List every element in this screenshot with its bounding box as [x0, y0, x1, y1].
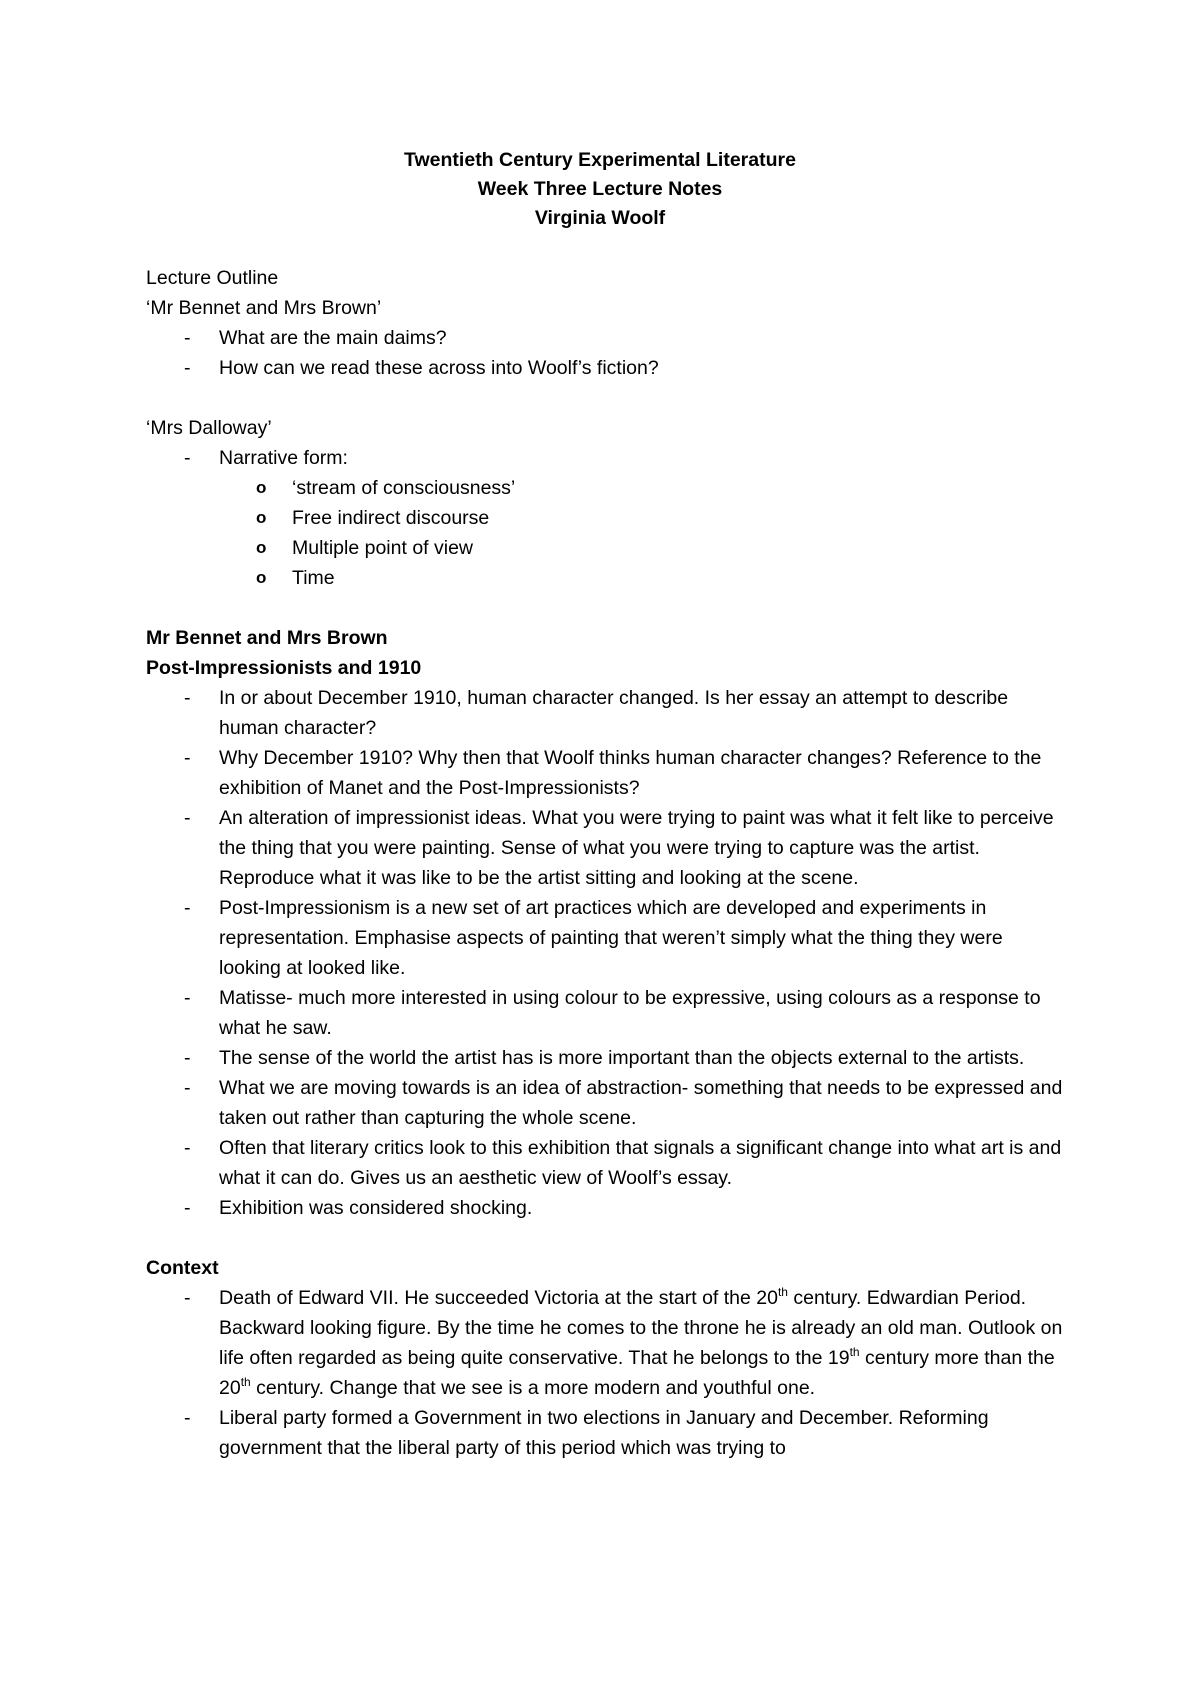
superscript: th — [777, 1285, 788, 1299]
post-impressionists-list — [146, 683, 1066, 1223]
section-subheading: Post-Impressionists and 1910 — [146, 657, 422, 679]
context-text-b: century. Edwardian Period. Backward looking figure. By the time he comes to the throne he is already an old man. Outlook on life often regarded as being quite conservative. That he belongs to the 19 — [219, 1287, 1063, 1369]
context-text-a: Death of Edward VII. He succeeded Victoria at the start of the 20 — [219, 1287, 778, 1309]
list-item: o Free indirect discourse — [146, 503, 1066, 533]
course-title: Twentieth Century Experimental Literature — [404, 149, 796, 171]
context-text-c: century more than the 20 — [219, 1347, 1055, 1399]
context-list — [146, 1283, 1066, 1463]
lecture-subject-title: Virginia Woolf — [534, 207, 666, 229]
list-item: - Often that literary critics look to this exhibition that signals a significant change into what art is and what it can do. Gives us an aesthetic view of Woolf’s essay. — [146, 1133, 1066, 1193]
lecture-week-title: Week Three Lecture Notes — [477, 178, 723, 200]
list-item: o Multiple point of view — [146, 533, 1066, 563]
list-item: - Matisse- much more interested in using colour to be expressive, using colours as a response to what he saw. — [146, 983, 1066, 1043]
section-heading: Mr Bennet and Mrs Brown — [146, 627, 388, 649]
list-item: - Why December 1910? Why then that Woolf thinks human character changes? Reference to the exhibition of Manet and the Post-Impressionists? — [146, 743, 1066, 803]
outline-essay-list — [146, 323, 1066, 383]
list-item: - Post-Impressionism is a new set of art practices which are developed and experiments in representation. Emphasise aspects of painting that weren’t simply what the thing they were looking at looked like. — [146, 893, 1066, 983]
outline-essay-title: ‘Mr Bennet and Mrs Brown’ — [146, 297, 382, 319]
list-item: - The sense of the world the artist has is more important than the objects external to the artists. — [146, 1043, 1066, 1073]
list-item: - Liberal party formed a Government in two elections in January and December. Reforming government that the liberal party of this period which was trying to — [146, 1403, 1066, 1463]
list-item: - Narrative form: — [146, 443, 1066, 473]
list-item — [146, 1283, 1066, 1403]
list-item: - How can we read these across into Woolf’s fiction? — [146, 353, 1066, 383]
outline-heading: Lecture Outline — [146, 267, 279, 289]
list-item: o ‘stream of consciousness’ — [146, 473, 1066, 503]
outline-novel-title: ‘Mrs Dalloway’ — [146, 417, 272, 439]
outline-novel-list — [146, 443, 1066, 473]
list-item: - Exhibition was considered shocking. — [146, 1193, 1066, 1223]
context-text-d: century. Change that we see is a more modern and youthful one. — [250, 1377, 816, 1399]
superscript: th — [240, 1375, 251, 1389]
superscript: th — [849, 1345, 860, 1359]
document-body — [146, 263, 1066, 1463]
list-item: - What we are moving towards is an idea of abstraction- something that needs to be expressed and taken out rather than capturing the whole scene. — [146, 1073, 1066, 1133]
context-heading: Context — [146, 1257, 219, 1279]
list-item: - What are the main daims? — [146, 323, 1066, 353]
list-item: - In or about December 1910, human character changed. Is her essay an attempt to describe human character? — [146, 683, 1066, 743]
document-header — [0, 146, 1200, 233]
list-item: o Time — [146, 563, 1066, 593]
list-item: - An alteration of impressionist ideas. What you were trying to paint was what it felt like to perceive the thing that you were painting. Sense of what you were trying to capture was the artist. Reproduce what it was like to be the artist sitting and looking at the scene. — [146, 803, 1066, 893]
outline-novel-sublist — [146, 473, 1066, 593]
